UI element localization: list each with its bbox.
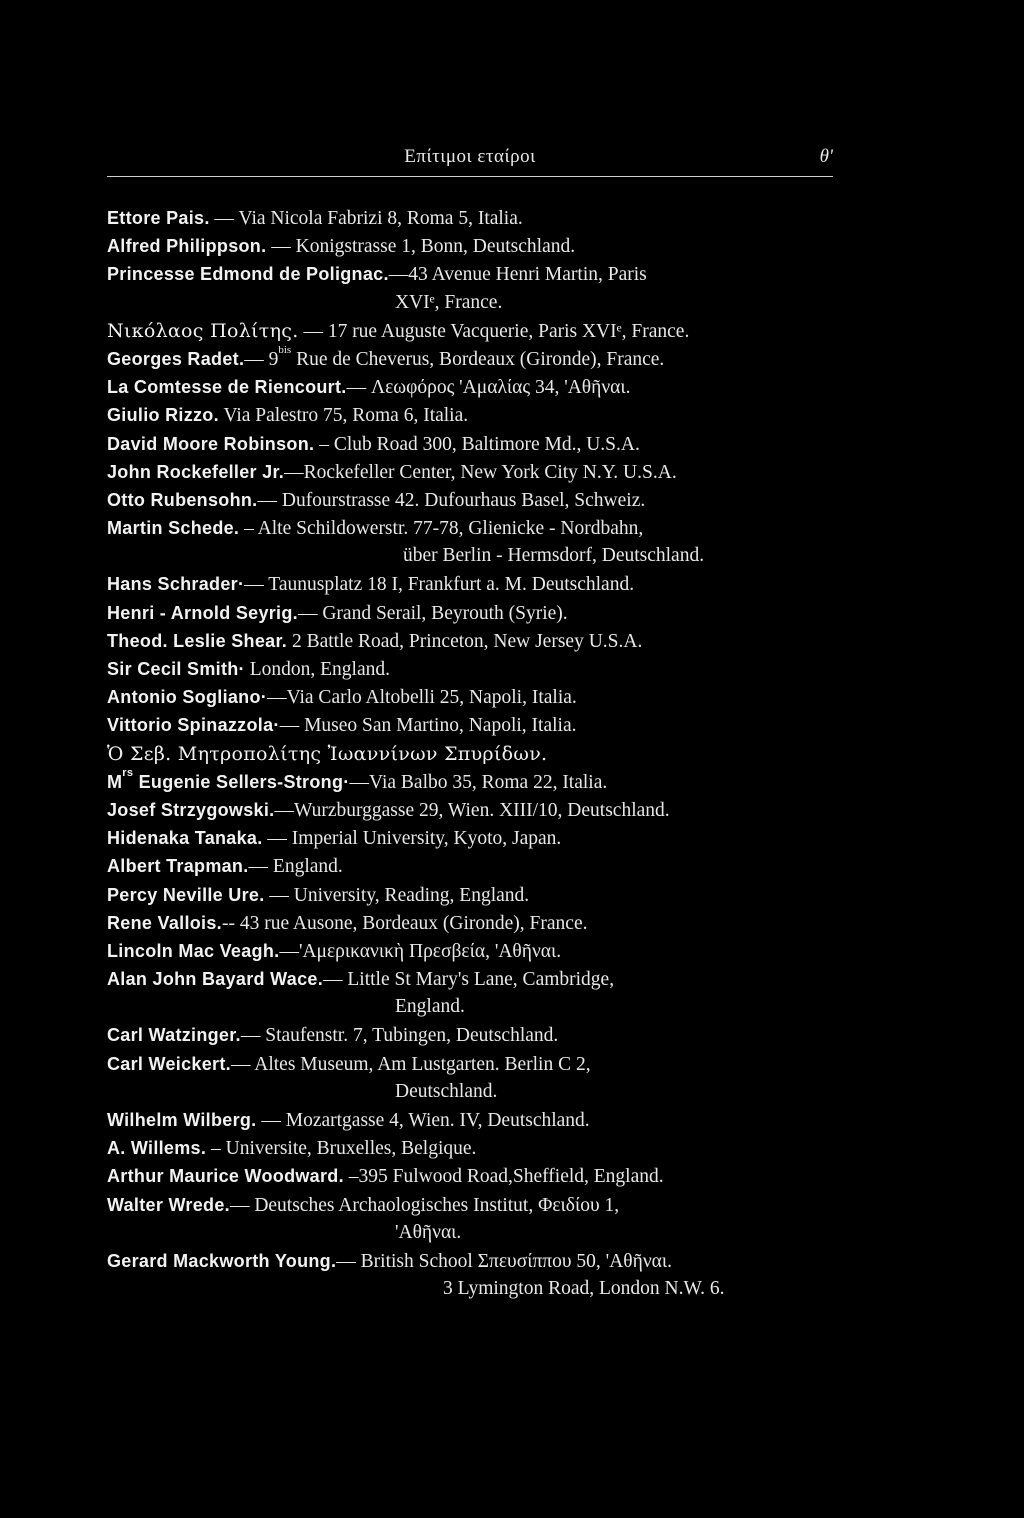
member-entry (107, 1021, 847, 1049)
member-entry (107, 1050, 847, 1078)
member-name: Albert Trapman. (107, 856, 249, 877)
entry-address: Taunusplatz 18 I, Frankfurt a. M. Deutschland. (268, 574, 635, 596)
entry-address: Imperial University, Kyoto, Japan. (291, 828, 562, 850)
member-name: Sir Cecil Smith· (107, 659, 245, 679)
entry-address: Staufenstr. 7, Tubingen, Deutschland. (265, 1025, 559, 1047)
entry-separator: — (257, 489, 282, 511)
entry-address: Universite, Bruxelles, Belgique. (225, 1138, 477, 1160)
member-entry (107, 627, 847, 655)
entry-separator: – (206, 1138, 226, 1160)
member-name: Gerard Mackworth Young. (107, 1250, 337, 1271)
entry-continuation (107, 1078, 847, 1106)
entry-separator: — (298, 320, 328, 342)
member-name: Lincoln Mac Veagh. (107, 940, 280, 961)
entry-address: Alte Schildowerstr. 77-78, Glienicke - Nordbahn, (257, 518, 644, 540)
entry-continuation (107, 542, 847, 570)
entry-separator: — (284, 461, 304, 483)
entry-address: 395 Fulwood Road,Sheffield, England. (358, 1166, 664, 1188)
entry-continuation (107, 993, 847, 1021)
member-name: Ettore Pais. (107, 208, 210, 228)
member-name: Otto Rubensohn. (107, 489, 258, 510)
member-name: Ὁ Σεβ. Μητροπολίτης Ἰωαννίνων Σπυρίδων. (107, 742, 548, 765)
member-name: Carl Weickert. (107, 1053, 231, 1074)
member-entry (107, 458, 847, 486)
page-header (107, 146, 833, 177)
entry-continuation (107, 1275, 847, 1303)
member-entry (107, 401, 847, 429)
member-name: Theod. Leslie Shear. (107, 630, 288, 651)
entry-separator: — (264, 884, 294, 906)
member-name: Martin Schede. (107, 518, 240, 539)
entry-address: 2 Battle Road, Princeton, New Jersey U.S.A. (291, 630, 643, 652)
member-name: La Comtesse de Riencourt. (107, 377, 347, 398)
entry-separator: — (279, 715, 305, 737)
member-name: Carl Watzinger. (107, 1025, 241, 1046)
member-entry (107, 824, 847, 852)
entry-address: Deutsches Archaologisches Institut, Φειδίου 1, (254, 1194, 620, 1216)
member-name: David Moore Robinson. (107, 433, 315, 454)
entry-separator: – (239, 518, 258, 540)
entry-address: Via Nicola Fabrizi 8, Roma 5, Italia. (238, 208, 523, 229)
entry-address: Deutschland. (395, 1080, 498, 1102)
entry-address: Via Balbo 35, Roma 22, Italia. (369, 771, 608, 793)
entry-address: Grand Serail, Beyrouth (Syrie). (322, 602, 568, 624)
entry-separator: — (256, 1110, 286, 1131)
entry-address: University, Reading, England. (293, 884, 530, 906)
member-entry (107, 1134, 847, 1162)
member-entry (107, 1191, 847, 1219)
member-name: Hans Schrader· (107, 574, 245, 595)
member-name: Henri - Arnold Seyrig. (107, 602, 298, 623)
member-entry (107, 909, 847, 937)
entry-address: London, England. (249, 659, 390, 680)
member-entry (107, 260, 847, 288)
member-name: John Rockefeller Jr. (107, 461, 285, 482)
entry-address: Dufourstrasse 42. Dufourhaus Basel, Schweiz. (281, 489, 646, 511)
member-entry (107, 683, 847, 711)
entry-separator: — (267, 687, 287, 709)
running-title: Επίτιμοι εταίροι (404, 146, 536, 167)
member-name: Josef Strzygowski. (107, 799, 275, 820)
member-name: Percy Neville Ure. (107, 884, 265, 905)
entry-separator: — (244, 348, 269, 370)
entry-address: Via Palestro 75, Roma 6, Italia. (223, 405, 469, 427)
member-entry (107, 655, 847, 683)
entry-separator: — (240, 1025, 266, 1047)
entry-address: Museo San Martino, Napoli, Italia. (304, 715, 577, 737)
entry-separator: — (346, 377, 371, 399)
entry-address: Altes Museum, Am Lustgarten. Berlin C 2, (254, 1053, 591, 1075)
entry-address: 43 rue Ausone, Bordeaux (Gironde), France. (239, 912, 588, 934)
entry-address: Λεωφόρος 'Αμαλίας 34, 'Αθῆναι. (370, 377, 631, 399)
member-name: Rene Vallois. (107, 912, 222, 933)
member-entry (107, 1106, 847, 1134)
entry-separator: — (388, 264, 409, 286)
entry-continuation (107, 1219, 847, 1247)
member-entry (107, 937, 847, 965)
entry-separator: — (229, 1194, 255, 1216)
entry-separator: — (323, 969, 348, 991)
member-name: Princesse Edmond de Polignac. (107, 264, 389, 285)
entry-address: XVIᵉ, France. (395, 291, 503, 313)
entry-separator: — (209, 208, 239, 229)
member-entry (107, 1247, 847, 1275)
entry-separator: — (262, 828, 292, 850)
member-name: Walter Wrede. (107, 1194, 230, 1215)
entry-address: England. (395, 996, 465, 1018)
member-entry (107, 570, 847, 598)
member-entry (107, 796, 847, 824)
member-entry (107, 1162, 847, 1190)
member-entry (107, 373, 847, 401)
entry-separator: — (279, 940, 299, 962)
entry-address: 3 Lymington Road, London N.W. 6. (443, 1278, 725, 1300)
entry-address: Rockefeller Center, New York City N.Y. U.S.A. (303, 461, 677, 483)
member-entry (107, 514, 847, 542)
member-name: Wilhelm Wilberg. (107, 1110, 257, 1130)
member-entry (107, 599, 847, 627)
entry-address: Konigstrasse 1, Bonn, Deutschland. (295, 236, 576, 258)
member-name: Hidenaka Tanaka. (107, 828, 263, 849)
member-entry (107, 965, 847, 993)
member-name: A. Willems. (107, 1138, 207, 1159)
member-entry (107, 232, 847, 260)
member-entry (107, 345, 847, 373)
entry-address: British School Σπευσίππου 50, 'Αθῆναι. (360, 1250, 672, 1272)
member-name: Arthur Maurice Woodward. (107, 1166, 344, 1187)
member-name: Νικόλαος Πολίτης. (107, 319, 299, 342)
member-name: Georges Radet. (107, 348, 245, 369)
member-name: Giulio Rizzo. (107, 405, 219, 426)
member-entry (107, 768, 847, 796)
entry-separator: — (266, 236, 296, 258)
entry-address: Club Road 300, Baltimore Md., U.S.A. (333, 433, 640, 455)
entry-address: England. (272, 856, 343, 878)
entry-address: Wurzburggasse 29, Wien. XIII/10, Deutschland. (293, 799, 670, 821)
entry-separator: — (336, 1250, 361, 1272)
entry-address: Via Carlo Altobelli 25, Napoli, Italia. (286, 687, 577, 709)
member-name: $M^{rs}$ Eugenie Sellers-Strong· (107, 766, 350, 792)
entry-separator: – (343, 1166, 359, 1188)
entry-address: 'Αθῆναι. (395, 1221, 462, 1243)
entry-address: 17 rue Auguste Vacquerie, Paris XVIᵉ, France. (327, 320, 690, 342)
members-list (107, 204, 847, 1303)
entry-address: 'Αμερικανικὴ Πρεσβεία, 'Αθῆναι. (298, 940, 562, 962)
entry-address: 43 Avenue Henri Martin, Paris (408, 264, 647, 286)
entry-continuation (107, 289, 847, 317)
entry-separator: -- (221, 912, 240, 934)
entry-separator: – (314, 433, 334, 455)
member-entry (107, 852, 847, 880)
member-entry (107, 740, 847, 768)
entry-separator: — (297, 602, 323, 624)
entry-separator: — (248, 856, 273, 878)
page-number: θ' (819, 146, 833, 167)
entry-separator: — (349, 771, 370, 793)
member-entry (107, 430, 847, 458)
member-name: Vittorio Spinazzola· (107, 715, 280, 736)
member-entry (107, 486, 847, 514)
member-entry (107, 204, 847, 232)
member-name: Antonio Sogliano· (107, 687, 268, 708)
entry-address: Mozartgasse 4, Wien. IV, Deutschland. (285, 1110, 590, 1131)
entry-separator: — (244, 574, 269, 596)
member-name: Alan John Bayard Wace. (107, 969, 323, 990)
entry-separator: — (230, 1053, 255, 1075)
member-entry (107, 711, 847, 739)
member-entry (107, 881, 847, 909)
entry-separator: — (274, 799, 294, 821)
entry-address: Little St Mary's Lane, Cambridge, (347, 969, 615, 991)
entry-address: $9^{bis}$ Rue de Cheverus, Bordeaux (Gironde), France. (268, 343, 665, 370)
member-name: Alfred Philippson. (107, 236, 267, 257)
member-entry (107, 317, 847, 345)
entry-address: über Berlin - Hermsdorf, Deutschland. (403, 545, 705, 567)
